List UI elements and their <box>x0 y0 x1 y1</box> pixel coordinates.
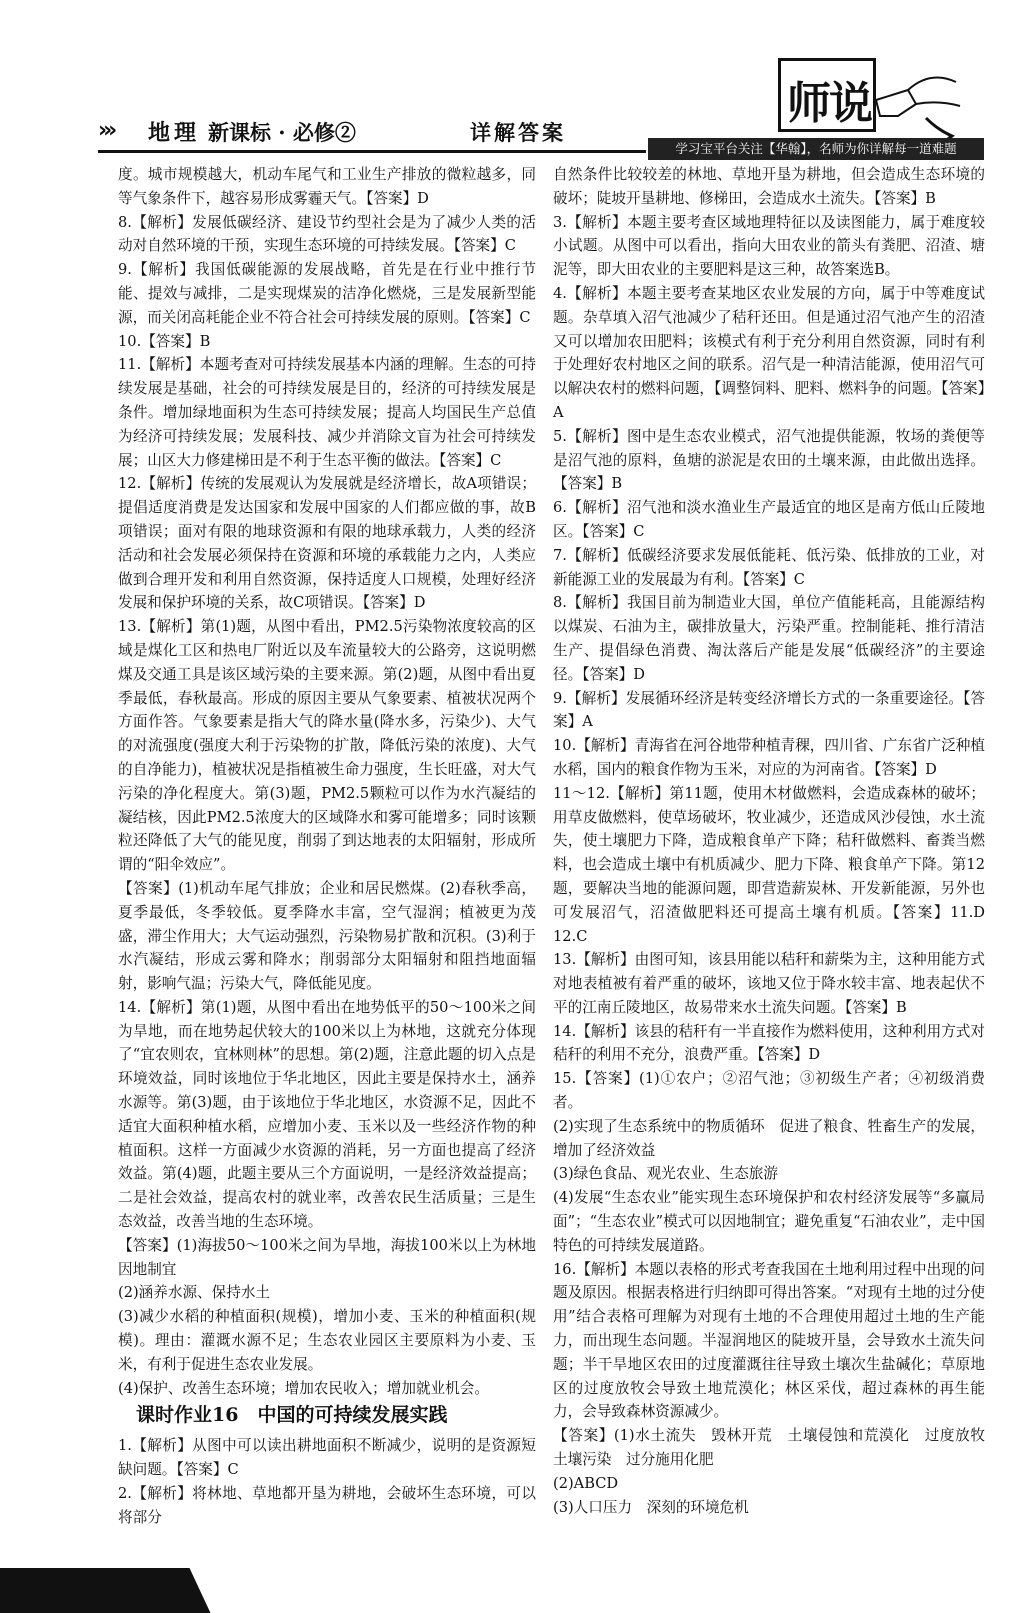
answer-item: 9.【解析】发展循环经济是转变经济增长方式的一条重要途径。【答案】A <box>553 689 985 731</box>
answer-item: (2)ABCD <box>553 1474 619 1492</box>
answer-item: 14.【解析】第(1)题，从图中看出在地势低平的50～100米之间为旱地，而在地势起伏较大的100米以上为林地，这就充分体现了“宜农则农，宜林则林”的思想。第(2)题，注意此题的切入点是环境效益，同时该地位于华北地区，因此主要是保持水土，涵养水源等。第(3)题，由于该地位于华北地区，水资源不足，因此不适宜大面积种植水稻，应增加小麦、玉米以及一些经济作物的种植面积。这样一方面减少水资源的消耗，另一方面也提高了经济效益。第(4)题，此题主要从三个方面说明，一是经济效益提高；二是社会效益，提高农村的就业率，改善农民生活质量；三是生态效益，改善当地的生态环境。 <box>118 998 536 1231</box>
answer-item: 10.【答案】B <box>118 332 211 350</box>
answer-item: (3)人口压力 深刻的环境危机 <box>553 1498 749 1516</box>
answer-item: 10.【解析】青海省在河谷地带种植青稞，四川省、广东省广泛种植水稻，国内的粮食作物为玉米，对应的为河南省。【答案】D <box>553 737 985 778</box>
answer-item: 8.【解析】发展低碳经济、建设节约型社会是为了减少人类的活动对自然环境的干预，实现生态环境的可持续发展。【答案】C <box>118 213 536 255</box>
header-divider <box>98 150 646 153</box>
answer-item: 3.【解析】本题主要考查区域地理特征以及读图能力，属于难度较小试题。从图中可以看出，指向大田农业的箭头有粪肥、沼渣、塘泥等，即大田农业的主要肥料是这三种，故答案选B。 <box>553 213 985 279</box>
answer-item: (2)实现了生态系统中的物质循环 促进了粮食、牲畜生产的发展，增加了经济效益 <box>553 1117 985 1159</box>
answer-item: (4)发展“生态农业”能实现生态环境保护和农村经济发展等“多赢局面”；“生态农业”模式可以因地制宜；避免重复“石油农业”，走中国特色的可持续发展道路。 <box>553 1189 985 1254</box>
left-column <box>118 163 551 1529</box>
pointing-hand-icon <box>868 60 968 145</box>
answer-item: 1.【解析】从图中可以读出耕地面积不断减少，说明的是资源短缺问题。【答案】C <box>118 1437 536 1479</box>
course-label: 新课标 · 必修② <box>208 120 356 145</box>
subject-title: 地理 <box>148 120 201 146</box>
answer-item: (4)保护、改善生态环境；增加农民收入；增加就业机会。 <box>118 1379 489 1397</box>
section-label: 详解答案 <box>470 120 566 145</box>
answer-item: (2)涵养水源、保持水土 <box>118 1284 271 1302</box>
promo-banner: 学习宝平台关注【华翰】，名师为你详解每一道难题 <box>648 138 984 160</box>
answer-item: 4.【解析】本题主要考查某地区农业发展的方向，属于中等难度试题。杂草填入沼气池减少了秸秆还田。但是通过沼气池产生的沼渣又可以增加农田肥料；该模式有利于充分利用自然资源，同时有利于处理好农村地区之间的联系。沼气是一种清洁能源，使用沼气可以解决农村的燃料问题，【调整饲料、肥料、燃料争的问题。【答案】A <box>553 284 985 421</box>
answer-item: 【答案】(1)水土流失 毁林开荒 土壤侵蚀和荒漠化 过度放牧 土壤污染 过分施用化肥 <box>553 1427 1000 1469</box>
answer-item: 14.【解析】该县的秸秆有一半直接作为燃料使用，这种利用方式对秸秆的利用不充分，浪费严重。【答案】D <box>553 1022 985 1064</box>
answer-item: 【答案】(1)机动车尾气排放；企业和居民燃煤。(2)春秋季高，夏季最低，冬季较低。夏季降水丰富，空气湿润；植被更为茂盛，滞尘作用大；大气运动强烈，污染物易扩散和沉积。(3)利于水汽凝结，形成云雾和降水；削弱部分太阳辐射和阻挡地面辐射，影响气温；污染大气，降低能见度。 <box>118 879 536 993</box>
chevron-right-icon: ››› <box>98 118 114 143</box>
answer-item: 16.【解析】本题以表格的形式考查我国在土地利用过程中出现的问题及原因。根据表格进行归纳即可得出答案。“对现有土地的过分使用”结合表格可理解为对现有土地的不合理使用超过土地的生产能力，而出现生态问题。半湿润地区的陡坡开垦，会导致水土流失问题；半干旱地区农田的过度灌溉往往导致土壤次生盐碱化；草原地区的过度放牧会导致土地荒漠化；林区采伐，超过森林的再生能力，会导致森林资源减少。 <box>553 1260 985 1421</box>
answer-item: 5.【解析】图中是生态农业模式，沼气池提供能源，牧场的粪便等是沼气池的原料，鱼塘的淤泥是农田的土壤来源，由此做出选择。【答案】B <box>553 427 985 493</box>
answer-item: (3)减少水稻的种植面积(规模)，增加小麦、玉米的种植面积(规模)。理由：灌溉水源不足；生态农业园区主要原料为小麦、玉米，有利于促进生态农业发展。 <box>118 1308 536 1373</box>
answer-item: 13.【解析】第(1)题，从图中看出，PM2.5污染物浓度较高的区域是煤化工区和热电厂附近以及车流量较大的公路旁，这说明燃煤及交通工具是该区域污染的主要来源。第(2)题，从图中看出夏季最低，春秋最高。形成的原因主要从气象要素、植被状况两个方面作答。气象要素是指大气的降水量(降水多，污染少)、大气的对流强度(强度大利于污染物的扩散，降低污染的浓度)、大气的自净能力)，植被状况是指植被生命力强度，生长旺盛，对大气污染的净化程度大。第(3)题，PM2.5颗粒可以作为水汽凝结的凝结核，因此PM2.5浓度大的区域降水和雾可能增多；同时该颗粒还降低了大气的能见度，削弱了到达地表的太阳辐射，形成所谓的“阳伞效应”。 <box>118 618 536 874</box>
answer-item: 2.【解析】将林地、草地都开垦为耕地，会破坏生态环境，可以将部分 <box>118 1484 536 1526</box>
answer-item: 7.【解析】低碳经济要求发展低能耗、低污染、低排放的工业，对新能源工业的发展最为有利。【答案】C <box>553 546 985 588</box>
answer-item: 自然条件比较较差的林地、草地开垦为耕地，但会造成生态环境的破坏；陡坡开垦耕地、修梯田，会造成水土流失。【答案】B <box>553 166 985 207</box>
answer-item: 8.【解析】我国目前为制造业大国，单位产值能耗高，且能源结构以煤炭、石油为主，碳排放量大，污染严重。控制能耗、推行清洁生产、提倡绿色消费、淘汰落后产能是发展“低碳经济”的主要途径。【答案】D <box>553 594 985 683</box>
answer-item: 15.【答案】(1)①农户；②沼气池；③初级生产者；④初级消费者。 <box>553 1070 985 1112</box>
answer-item: 9.【解析】我国低碳能源的发展战略，首先是在行业中推行节能、提效与减排，二是实现煤炭的洁净化燃烧，三是发展新型能源，而关闭高耗能企业不符合社会可持续发展的原则。【答案】C <box>118 261 536 326</box>
answer-item: 11.【解析】本题考查对可持续发展基本内涵的理解。生态的可持续发展是基础，社会的可持续发展是目的，经济的可持续发展是条件。增加绿地面积为生态可持续发展；提高人均国民生产总值为经济可持续发展；发展科技、减少并消除文盲为社会可持续发展；山区大力修建梯田是不利于生态平衡的做法。【答案】C <box>118 356 536 469</box>
page-header <box>0 0 1024 170</box>
answer-item: (3)绿色食品、观光农业、生态旅游 <box>553 1165 778 1183</box>
right-column <box>553 163 1000 1519</box>
answer-item: 11～12.【解析】第11题，使用木材做燃料，会造成森林的破坏；用草皮做燃料，使草场破坏，牧业减少，还造成风沙侵蚀，水土流失，使土壤肥力下降，造成粮食单产下降；秸秆做燃料、畜粪当燃料，也会造成土壤中有机质减少、肥力下降、粮食单产下降。第12题，要解决当地的能源问题，即营造薪炭林、开发新能源，另外也可发展沼气，沼渣做肥料还可提高土壤有机质。【答案】11.D 12.C <box>553 784 1000 945</box>
answer-item: 12.【解析】传统的发展观认为发展就是经济增长，故A项错误；提倡适度消费是发达国家和发展中国家的人们都应做的事，故B项错误；面对有限的地球资源和有限的地球承载力，人类的经济活动和社会发展必须保持在资源和环境的承载能力之内，人类应做到合理开发和利用自然资源，保持适度人口规模，处理好经济发展和保护环境的关系，故C项错误。【答案】D <box>118 475 536 612</box>
answer-item: 度。城市规模越大，机动车尾气和工业生产排放的微粒越多，同等气象条件下，越容易形成雾霾天气。【答案】D <box>118 166 536 207</box>
answer-item: 13.【解析】由图可知，该县用能以秸秆和薪柴为主，这种用能方式对地表植被有着严重的破坏，该地又位于降水较丰富、地表起伏不平的江南丘陵地区，故易带来水土流失问题。【答案】B <box>553 951 985 1016</box>
footer-bar <box>0 1568 176 1613</box>
answer-item: 6.【解析】沼气池和淡水渔业生产最适宜的地区是南方低山丘陵地区。【答案】C <box>553 499 985 540</box>
logo-text: 师说 <box>787 78 871 129</box>
section-heading: 课时作业16 中国的可持续发展实践 <box>136 1404 448 1427</box>
answer-item: 【答案】(1)海拔50～100米之间为旱地，海拔100米以上为林地 因地制宜 <box>118 1236 551 1278</box>
logo <box>778 58 876 132</box>
